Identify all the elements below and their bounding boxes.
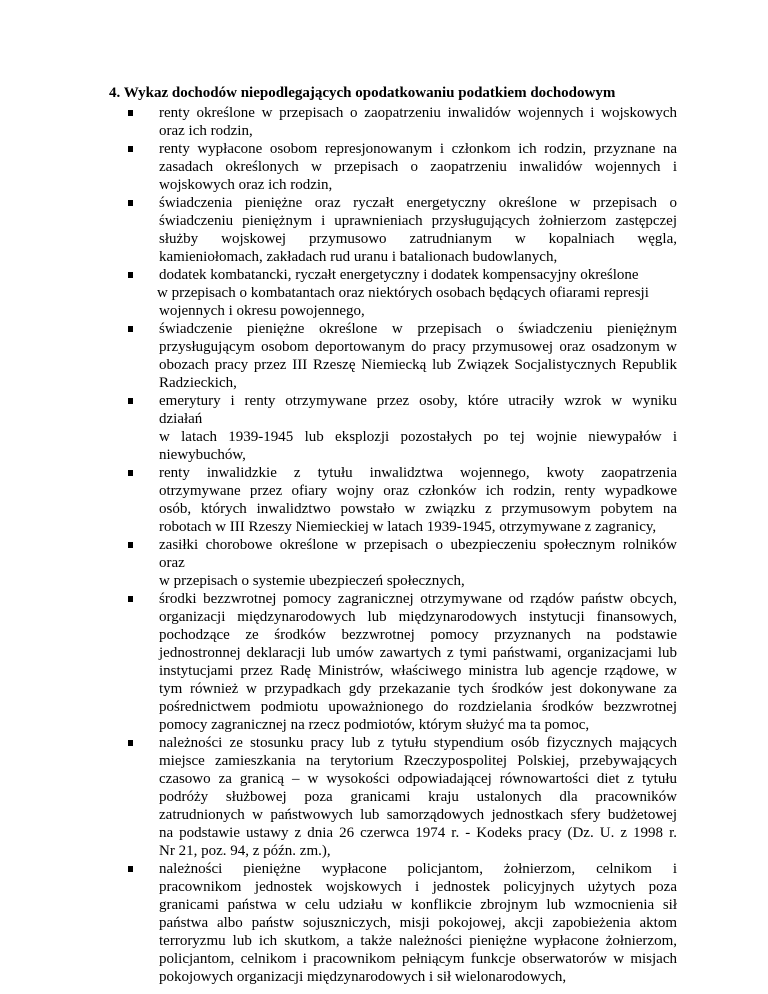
- list-item-text-line: działań: [159, 411, 203, 427]
- list-item: [127, 536, 677, 590]
- exempt-income-list: [127, 104, 677, 986]
- list-item-text-line: kamieniołomach, zakładach rud uranu i batalionach budowlanych,: [159, 249, 558, 265]
- square-bullet-icon: [128, 272, 133, 278]
- list-item-text-line: tym również w przypadkach gdy przekazanie tych środków jest dokonywane za: [159, 681, 677, 697]
- square-bullet-icon: [128, 542, 133, 548]
- list-item-text-line: pokojowych organizacji międzynarodowych i sił wielonarodowych,: [159, 969, 567, 985]
- list-item-text-line: terroryzmu lub ich skutkom, a także należności pieniężne wypłacone żołnierzom,: [159, 933, 677, 949]
- list-item-text-line: świadczenia pieniężne oraz ryczałt energetyczny określone w przepisach o: [159, 195, 677, 211]
- list-item-text-line: pracownikom jednostek wojskowych i jednostek policyjnych użytych poza: [159, 879, 677, 895]
- list-item: [127, 194, 677, 266]
- list-item-text-line: instytucjami przez Radę Ministrów, właściwego ministra lub agencje rządowe, w: [159, 663, 677, 679]
- list-item-text-line: policjantom, celnikom i pracownikom pełniącym funkcje obserwatorów w misjach: [159, 951, 677, 967]
- square-bullet-icon: [128, 596, 133, 602]
- list-item-text-line: należności ze stosunku pracy lub z tytułu stypendium osób fizycznych mających: [159, 735, 677, 751]
- square-bullet-icon: [128, 326, 133, 332]
- list-item: [127, 320, 677, 392]
- list-item-text-line: czasowo za granicą – w wysokości odpowiadającej równowartości diet z tytułu: [159, 771, 677, 787]
- list-item: [127, 140, 677, 194]
- square-bullet-icon: [128, 146, 133, 152]
- list-item: [127, 590, 677, 734]
- list-item-text-line: wojskowych oraz ich rodzin,: [159, 177, 333, 193]
- list-item-text-line: oraz ich rodzin,: [159, 123, 253, 139]
- list-item-text-line: zasiłki chorobowe określone w przepisach o ubezpieczeniu społecznym rolników: [159, 537, 677, 553]
- list-item-text-line: osób, których inwalidztwo powstało w związku z przymusowym pobytem na: [159, 501, 677, 517]
- list-item: [127, 104, 677, 140]
- square-bullet-icon: [128, 110, 133, 116]
- list-item-text-line: zatrudnionych w państwowych lub samorządowych jednostkach sfery budżetowej: [159, 807, 677, 823]
- list-item: [127, 392, 677, 464]
- list-item-text-line: emerytury i renty otrzymywane przez osoby, które utraciły wzrok w wyniku: [159, 393, 677, 409]
- list-item-text-line: wojennych i okresu powojennego,: [159, 303, 365, 319]
- list-item-text-line: niewybuchów,: [159, 447, 246, 463]
- square-bullet-icon: [128, 470, 133, 476]
- list-item-text-line: w przepisach o kombatantach oraz niektórych osobach będących ofiarami represji: [157, 285, 649, 301]
- list-item-text-line: państwa albo państw sojuszniczych, misji pokojowej, akcji zapobieżenia aktom: [159, 915, 677, 931]
- square-bullet-icon: [128, 866, 133, 872]
- list-item-text-line: robotach w III Rzeszy Niemieckiej w latach 1939-1945, otrzymywane z zagranicy,: [159, 519, 657, 535]
- square-bullet-icon: [128, 398, 133, 404]
- list-item-text-line: granicami państwa w celu udziału w konflikcie zbrojnym lub wzmocnienia sił: [159, 897, 677, 913]
- list-item-text-line: przysługującym osobom deportowanym do pracy przymusowej oraz osadzonym w: [159, 339, 677, 355]
- list-item-text-line: jednostronnej deklaracji lub umów zawartych z tymi państwami, organizacjami lub: [159, 645, 677, 661]
- list-item-text-line: środki bezzwrotnej pomocy zagranicznej otrzymywane od rządów państw obcych,: [159, 591, 677, 607]
- list-item-text-line: zasadach określonych w przepisach o zaopatrzeniu inwalidów wojennych i: [159, 159, 677, 175]
- list-item-text-line: oraz: [159, 555, 185, 571]
- square-bullet-icon: [128, 740, 133, 746]
- list-item: [127, 464, 677, 536]
- list-item-text-line: świadczeniu pieniężnym i uprawnieniach przysługujących żołnierzom zastępczej: [159, 213, 677, 229]
- list-item-text-line: podróży służbowej poza granicami kraju ustalonych dla pracowników: [159, 789, 677, 805]
- list-item-text-line: miejsce zamieszkania na terytorium Rzeczypospolitej Polskiej, przebywających: [159, 753, 677, 769]
- list-item-text-line: pochodzące ze środków bezzwrotnej pomocy przyznanych na podstawie: [159, 627, 677, 643]
- list-item: [127, 266, 677, 320]
- list-item-text-line: pomocy zagranicznej na rzecz podmiotów, którym służyć ma ta pomoc,: [159, 717, 590, 733]
- list-item-text-line: należności pieniężne wypłacone policjantom, żołnierzom, celnikom i: [159, 861, 677, 877]
- list-item-text-line: organizacji międzynarodowych lub międzynarodowych instytucji finansowych,: [159, 609, 677, 625]
- list-item: [127, 734, 677, 860]
- list-item-text-line: w latach 1939-1945 lub eksplozji pozostałych po tej wojnie niewypałów i: [159, 429, 677, 445]
- section-heading: 4. Wykaz dochodów niepodlegających opodatkowaniu podatkiem dochodowym: [109, 85, 616, 101]
- list-item-text-line: renty określone w przepisach o zaopatrzeniu inwalidów wojennych i wojskowych: [159, 105, 677, 121]
- list-item: [127, 860, 677, 986]
- list-item-text-line: renty inwalidzkie z tytułu inwalidztwa wojennego, kwoty zaopatrzenia: [159, 465, 677, 481]
- list-item-text-line: renty wypłacone osobom represjonowanym i członkom ich rodzin, przyznane na: [159, 141, 677, 157]
- list-item-text-line: pośrednictwem podmiotu upoważnionego do rozdzielania środków bezzwrotnej: [159, 699, 677, 715]
- list-item-text-line: służby wojskowej przymusowo zatrudnianym w kopalniach węgla,: [159, 231, 677, 247]
- list-item-text-line: Radzieckich,: [159, 375, 237, 391]
- list-item-text-line: na podstawie ustawy z dnia 26 czerwca 1974 r. - Kodeks pracy (Dz. U. z 1998 r.: [159, 825, 677, 841]
- list-item-text-line: w przepisach o systemie ubezpieczeń społecznych,: [159, 573, 465, 589]
- list-item-text-line: Nr 21, poz. 94, z późn. zm.),: [159, 843, 331, 859]
- list-item-text-line: świadczenie pieniężne określone w przepisach o świadczeniu pieniężnym: [159, 321, 677, 337]
- list-item-text-line: obozach pracy przez III Rzeszę Niemiecką lub Związek Socjalistycznych Republik: [159, 357, 677, 373]
- list-item-text-line: dodatek kombatancki, ryczałt energetyczny i dodatek kompensacyjny określone: [159, 267, 639, 283]
- square-bullet-icon: [128, 200, 133, 206]
- list-item-text-line: otrzymywane przez ofiary wojny oraz członków ich rodzin, renty wypadkowe: [159, 483, 677, 499]
